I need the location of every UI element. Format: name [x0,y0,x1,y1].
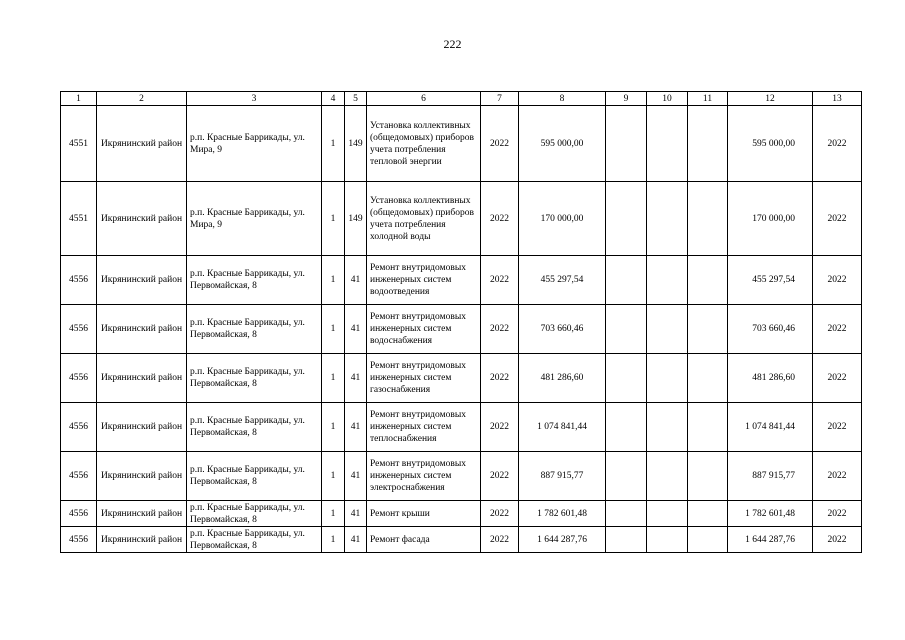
header-cell: 8 [519,92,606,106]
code-cell: 4556 [61,403,97,452]
end-year-cell: 2022 [813,106,862,182]
col11-cell [688,501,728,527]
year-cell: 2022 [481,354,519,403]
end-year-cell: 2022 [813,527,862,553]
col9-cell [606,452,647,501]
total-cell: 455 297,54 [728,256,813,305]
cost-cell: 170 000,00 [519,182,606,256]
header-cell: 2 [97,92,187,106]
header-cell: 13 [813,92,862,106]
id-cell: 41 [345,354,367,403]
total-cell: 170 000,00 [728,182,813,256]
address-cell: р.п. Красные Баррикады, ул. Первомайская, 8 [187,452,322,501]
table-row [61,305,862,354]
header-cell: 5 [345,92,367,106]
cost-cell: 481 286,60 [519,354,606,403]
total-cell: 887 915,77 [728,452,813,501]
id-cell: 41 [345,305,367,354]
address-cell: р.п. Красные Баррикады, ул. Первомайская, 8 [187,305,322,354]
col9-cell [606,305,647,354]
address-cell: р.п. Красные Баррикады, ул. Первомайская, 8 [187,501,322,527]
register-table [60,91,862,553]
district-cell: Икрянинский район [97,452,187,501]
total-cell: 1 074 841,44 [728,403,813,452]
cost-cell: 1 644 287,76 [519,527,606,553]
address-cell: р.п. Красные Баррикады, ул. Первомайская, 8 [187,354,322,403]
total-cell: 703 660,46 [728,305,813,354]
year-cell: 2022 [481,527,519,553]
cost-cell: 1 782 601,48 [519,501,606,527]
cost-cell: 1 074 841,44 [519,403,606,452]
work-type-cell: Ремонт внутридомовых инженерных систем газоснабжения [367,354,481,403]
col9-cell [606,256,647,305]
code-cell: 4556 [61,305,97,354]
total-cell: 595 000,00 [728,106,813,182]
col11-cell [688,452,728,501]
year-cell: 2022 [481,182,519,256]
address-cell: р.п. Красные Баррикады, ул. Мира, 9 [187,106,322,182]
cost-cell: 455 297,54 [519,256,606,305]
year-cell: 2022 [481,256,519,305]
count-cell: 1 [322,256,345,305]
col11-cell [688,527,728,553]
work-type-cell: Установка коллективных (общедомовых) приборов учета потребления холодной воды [367,182,481,256]
cost-cell: 887 915,77 [519,452,606,501]
total-cell: 481 286,60 [728,354,813,403]
id-cell: 41 [345,256,367,305]
id-cell: 41 [345,403,367,452]
table-row [61,182,862,256]
address-cell: р.п. Красные Баррикады, ул. Первомайская, 8 [187,256,322,305]
id-cell: 41 [345,527,367,553]
table-row [61,501,862,527]
header-cell: 6 [367,92,481,106]
id-cell: 149 [345,106,367,182]
address-cell: р.п. Красные Баррикады, ул. Мира, 9 [187,182,322,256]
col11-cell [688,182,728,256]
code-cell: 4556 [61,501,97,527]
table-row [61,256,862,305]
year-cell: 2022 [481,106,519,182]
count-cell: 1 [322,305,345,354]
table-row [61,106,862,182]
count-cell: 1 [322,452,345,501]
end-year-cell: 2022 [813,403,862,452]
id-cell: 149 [345,182,367,256]
header-cell: 7 [481,92,519,106]
col10-cell [647,403,688,452]
address-cell: р.п. Красные Баррикады, ул. Первомайская, 8 [187,527,322,553]
work-type-cell: Ремонт внутридомовых инженерных систем электроснабжения [367,452,481,501]
header-cell: 12 [728,92,813,106]
col9-cell [606,106,647,182]
col11-cell [688,403,728,452]
header-cell: 10 [647,92,688,106]
district-cell: Икрянинский район [97,501,187,527]
id-cell: 41 [345,452,367,501]
district-cell: Икрянинский район [97,106,187,182]
year-cell: 2022 [481,452,519,501]
work-type-cell: Ремонт внутридомовых инженерных систем водоснабжения [367,305,481,354]
end-year-cell: 2022 [813,256,862,305]
header-cell: 1 [61,92,97,106]
table-row [61,452,862,501]
col9-cell [606,354,647,403]
col9-cell [606,182,647,256]
col11-cell [688,354,728,403]
code-cell: 4556 [61,354,97,403]
district-cell: Икрянинский район [97,354,187,403]
header-cell: 11 [688,92,728,106]
col10-cell [647,256,688,305]
end-year-cell: 2022 [813,452,862,501]
id-cell: 41 [345,501,367,527]
address-cell: р.п. Красные Баррикады, ул. Первомайская, 8 [187,403,322,452]
district-cell: Икрянинский район [97,182,187,256]
col10-cell [647,354,688,403]
page-number: 222 [443,37,462,51]
cost-cell: 703 660,46 [519,305,606,354]
col11-cell [688,106,728,182]
year-cell: 2022 [481,501,519,527]
end-year-cell: 2022 [813,354,862,403]
col10-cell [647,452,688,501]
cost-cell: 595 000,00 [519,106,606,182]
end-year-cell: 2022 [813,182,862,256]
district-cell: Икрянинский район [97,527,187,553]
header-cell: 9 [606,92,647,106]
col10-cell [647,106,688,182]
work-type-cell: Ремонт внутридомовых инженерных систем теплоснабжения [367,403,481,452]
count-cell: 1 [322,182,345,256]
col9-cell [606,501,647,527]
code-cell: 4556 [61,527,97,553]
col11-cell [688,256,728,305]
header-row [61,92,862,106]
table-row [61,527,862,553]
table-row [61,403,862,452]
header-cell: 3 [187,92,322,106]
district-cell: Икрянинский район [97,403,187,452]
count-cell: 1 [322,354,345,403]
year-cell: 2022 [481,305,519,354]
end-year-cell: 2022 [813,501,862,527]
col9-cell [606,403,647,452]
col10-cell [647,182,688,256]
col10-cell [647,305,688,354]
year-cell: 2022 [481,403,519,452]
total-cell: 1 782 601,48 [728,501,813,527]
district-cell: Икрянинский район [97,256,187,305]
work-type-cell: Ремонт крыши [367,501,481,527]
count-cell: 1 [322,403,345,452]
district-cell: Икрянинский район [97,305,187,354]
col9-cell [606,527,647,553]
end-year-cell: 2022 [813,305,862,354]
count-cell: 1 [322,501,345,527]
code-cell: 4556 [61,256,97,305]
total-cell: 1 644 287,76 [728,527,813,553]
work-type-cell: Ремонт внутридомовых инженерных систем водоотведения [367,256,481,305]
code-cell: 4551 [61,106,97,182]
work-type-cell: Ремонт фасада [367,527,481,553]
col10-cell [647,501,688,527]
table-row [61,354,862,403]
code-cell: 4556 [61,452,97,501]
work-type-cell: Установка коллективных (общедомовых) приборов учета потребления тепловой энергии [367,106,481,182]
count-cell: 1 [322,527,345,553]
header-cell: 4 [322,92,345,106]
col11-cell [688,305,728,354]
col10-cell [647,527,688,553]
count-cell: 1 [322,106,345,182]
code-cell: 4551 [61,182,97,256]
